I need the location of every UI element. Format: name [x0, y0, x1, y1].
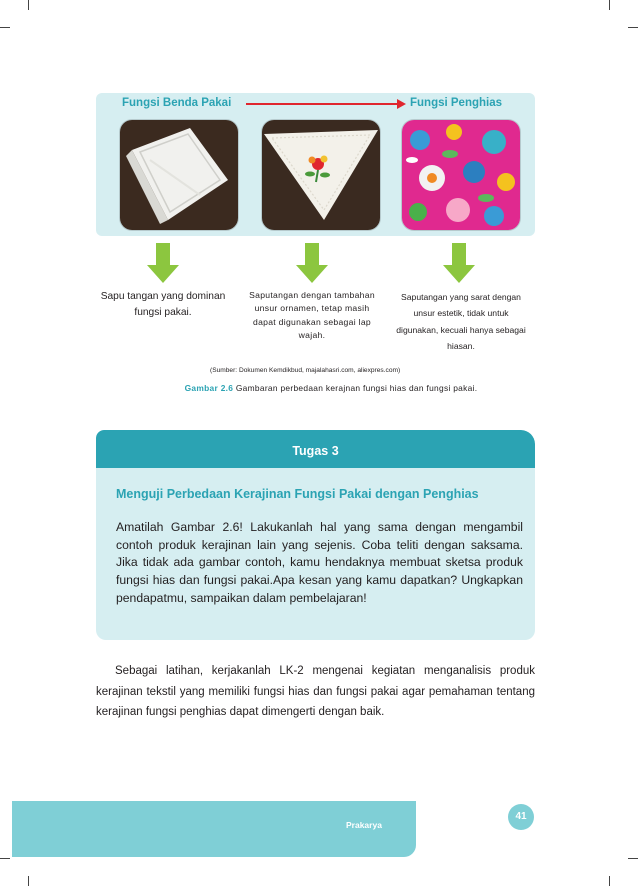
task-title-bar — [96, 430, 535, 468]
description-ornamen: Saputangan dengan tambahan unsur ornamen, tetap masih dapat digunakan sebagai lap wajah. — [249, 290, 375, 340]
photo-floral-handkerchief — [402, 120, 520, 230]
crop-mark — [609, 0, 610, 10]
photo-plain-handkerchief — [120, 120, 238, 230]
red-arrow-line — [246, 103, 398, 105]
green-down-arrow-icon — [147, 243, 179, 283]
photo-embroidered-handkerchief — [262, 120, 380, 230]
green-down-arrow-icon — [296, 243, 328, 283]
crop-mark — [28, 0, 29, 10]
label-fungsi-pakai: Fungsi Benda Pakai — [122, 97, 232, 109]
body-paragraph: Sebagai latihan, kerjakanlah LK-2 mengenai kegiatan menganalisis produk kerajinan tekstil yang memiliki fungsi hias dan fungsi pakai agar pemahaman tentang kerajinan fungsi penghias dapat dimengerti dengan baik. — [96, 665, 535, 719]
task-body: Amatilah Gambar 2.6! Lakukanlah hal yang sama dengan mengambil contoh produk kerajinan lain yang sejenis. Coba teliti dengan saksama. Jika tidak ada gambar contoh, kamu hendaknya membuat sketsa produk fungsi hias dan fungsi pakai.Apa kesan yang kamu dapatkan? Ungkapkan pendapatmu, sampaikan dalam pembelajaran! — [116, 520, 523, 605]
crop-mark — [0, 858, 10, 859]
task-heading: Menguji Perbedaan Kerajinan Fungsi Pakai dengan Penghias — [116, 487, 479, 501]
label-fungsi-penghias: Fungsi Penghias — [410, 97, 503, 109]
caption-label: Gambar 2.6 — [184, 383, 234, 393]
description-fungsi-pakai: Sapu tangan yang dominan fungsi pakai. — [100, 291, 226, 318]
caption-text: Gambaran perbedaan kerajnan fungsi hias dan fungsi pakai. — [233, 383, 478, 393]
footer-book-title: Prakarya — [346, 820, 382, 830]
crop-mark — [628, 858, 638, 859]
task-title: Tugas 3 — [292, 444, 339, 458]
crop-mark — [609, 876, 610, 886]
page-number: 41 — [508, 804, 534, 830]
description-fungsi-hias: Saputangan yang sarat dengan unsur estetik, tidak untuk digunakan, kecuali hanya sebagai hiasan. — [396, 292, 526, 351]
figure-source: (Sumber: Dokumen Kemdikbud, majalahasri.com, aliexpres.com) — [210, 367, 401, 374]
green-down-arrow-icon — [443, 243, 475, 283]
crop-mark — [0, 27, 10, 28]
red-arrow-head — [397, 99, 406, 109]
figure-caption — [176, 382, 486, 394]
crop-mark — [28, 876, 29, 886]
crop-mark — [628, 27, 638, 28]
